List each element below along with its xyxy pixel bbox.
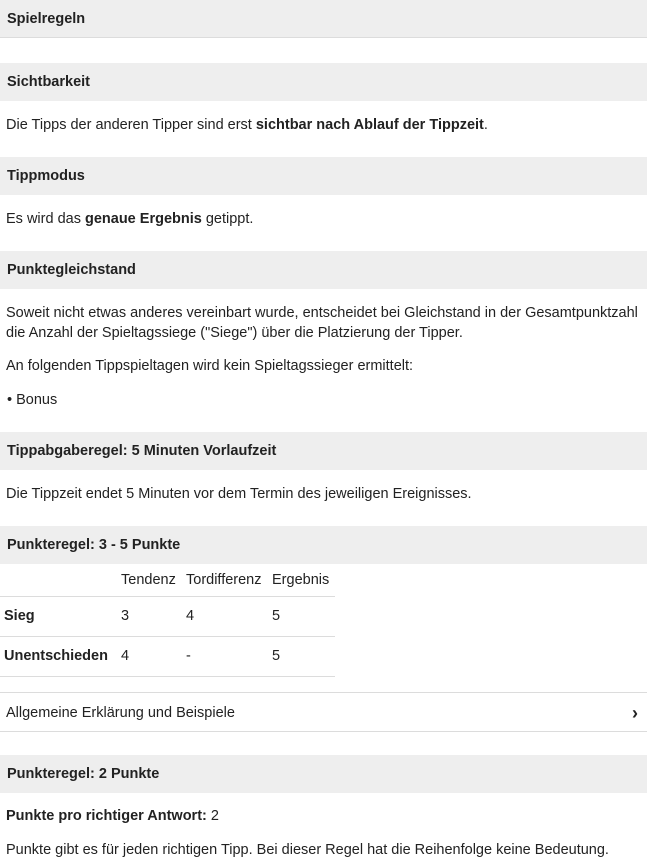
table-header-row xyxy=(0,564,335,596)
explanation-link-label: Allgemeine Erklärung und Beispiele xyxy=(6,705,235,721)
list-item: • Bonus xyxy=(7,392,58,408)
visibility-text: Die Tipps der anderen Tipper sind erst sichtbar nach Ablauf der Tippzeit. xyxy=(6,117,488,133)
table-cell: 4 xyxy=(121,636,186,676)
points2-answer: Punkte pro richtiger Antwort: 2 xyxy=(6,808,219,824)
chevron-right-icon: › xyxy=(632,703,638,723)
table-header-cell: Ergebnis xyxy=(272,571,330,588)
rules-header: Spielregeln xyxy=(0,0,647,38)
table-cell: 5 xyxy=(272,636,335,676)
tipmode-text: Es wird das genaue Ergebnis getippt. xyxy=(6,211,254,227)
deadline-text: Die Tippzeit endet 5 Minuten vor dem Termin des jeweiligen Ereignisses. xyxy=(6,486,472,502)
table-cell: 5 xyxy=(272,596,335,636)
deadline-header: Tippabgaberegel: 5 Minuten Vorlaufzeit xyxy=(0,432,647,470)
tie-subtext: An folgenden Tippspieltagen wird kein Spieltagssieger ermittelt: xyxy=(6,358,414,374)
points-table xyxy=(0,564,335,677)
points2-header: Punkteregel: 2 Punkte xyxy=(0,755,647,793)
row-label: Sieg xyxy=(0,596,121,636)
table-row xyxy=(0,636,335,676)
points35-header: Punkteregel: 3 - 5 Punkte xyxy=(0,526,647,564)
tipmode-header: Tippmodus xyxy=(0,157,647,195)
table-header-cell: Tendenz xyxy=(121,571,176,588)
table-header-cell xyxy=(0,564,121,596)
tie-text: Soweit nicht etwas anderes vereinbart wurde, entscheidet bei Gleichstand in der Gesamtpunktzahl die Anzahl der Spieltagssiege ("Siege") über die Platzierung der Tipper. xyxy=(6,305,638,341)
tie-header: Punktegleichstand xyxy=(0,251,647,289)
visibility-header: Sichtbarkeit xyxy=(0,63,647,101)
table-cell: - xyxy=(186,636,272,676)
table-row xyxy=(0,596,335,636)
table-cell: 4 xyxy=(186,596,272,636)
row-label: Unentschieden xyxy=(0,636,121,676)
explanation-link[interactable] xyxy=(0,692,647,732)
table-cell: 3 xyxy=(121,596,186,636)
points2-text: Punkte gibt es für jeden richtigen Tipp. Bei dieser Regel hat die Reihenfolge keine Bedeutung. xyxy=(6,842,609,858)
table-header-cell: Tordifferenz xyxy=(186,571,262,588)
